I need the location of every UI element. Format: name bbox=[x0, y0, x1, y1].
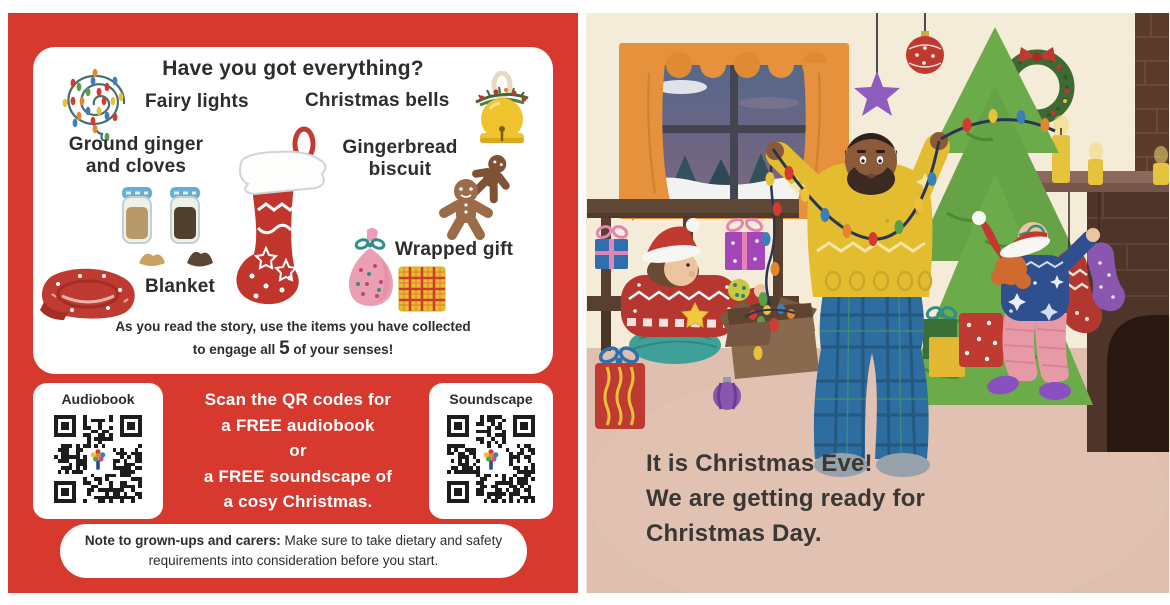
label-wrapped-gift: Wrapped gift bbox=[395, 239, 514, 260]
left-page bbox=[8, 13, 578, 593]
audiobook-label: Audiobook bbox=[61, 391, 135, 407]
publisher-tree-logo bbox=[85, 446, 111, 472]
soundscape-qr-box bbox=[429, 383, 553, 519]
label-fairy-lights: Fairy lights bbox=[145, 91, 249, 112]
tartan-gift-icon bbox=[398, 266, 446, 312]
publisher-tree-logo bbox=[478, 446, 504, 472]
grown-ups-note: Note to grown-ups and carers: Make sure to take dietary and safety requirements into consideration before you start. bbox=[60, 524, 527, 578]
five-senses-number: 5 bbox=[279, 338, 290, 359]
soundscape-qr-code bbox=[447, 415, 535, 503]
panel-footer-line1: As you read the story, use the items you have collected bbox=[115, 319, 471, 334]
audiobook-qr-box bbox=[33, 383, 163, 519]
checklist-panel bbox=[33, 47, 553, 374]
story-caption: It is Christmas Eve! We are getting ready for Christmas Day. bbox=[646, 450, 926, 547]
gingerbread-icon bbox=[436, 145, 514, 243]
gift-bag-icon bbox=[345, 226, 397, 308]
label-ground-ginger: Ground ginger and cloves bbox=[68, 134, 204, 177]
label-gingerbread: Gingerbread biscuit bbox=[342, 137, 458, 180]
soundscape-label: Soundscape bbox=[449, 391, 533, 407]
scan-instructions: Scan the QR codes for a FREE audiobook or a FREE soundscape of a cosy Christmas. bbox=[203, 390, 393, 511]
dotted-bauble bbox=[728, 279, 750, 301]
checklist-title: Have you got everything? bbox=[162, 57, 424, 80]
label-christmas-bells: Christmas bells bbox=[305, 90, 450, 111]
fairy-lights-icon bbox=[51, 67, 139, 141]
label-blanket: Blanket bbox=[145, 276, 216, 297]
right-page-illustration bbox=[586, 13, 1170, 593]
panel-footer-line2: to engage all 5 of your senses! bbox=[192, 338, 394, 359]
fireplace-arch bbox=[1107, 315, 1169, 452]
audiobook-qr-code bbox=[54, 415, 142, 503]
note-lead-in: Note to grown-ups and carers: bbox=[84, 532, 281, 548]
blanket-icon bbox=[38, 250, 138, 322]
